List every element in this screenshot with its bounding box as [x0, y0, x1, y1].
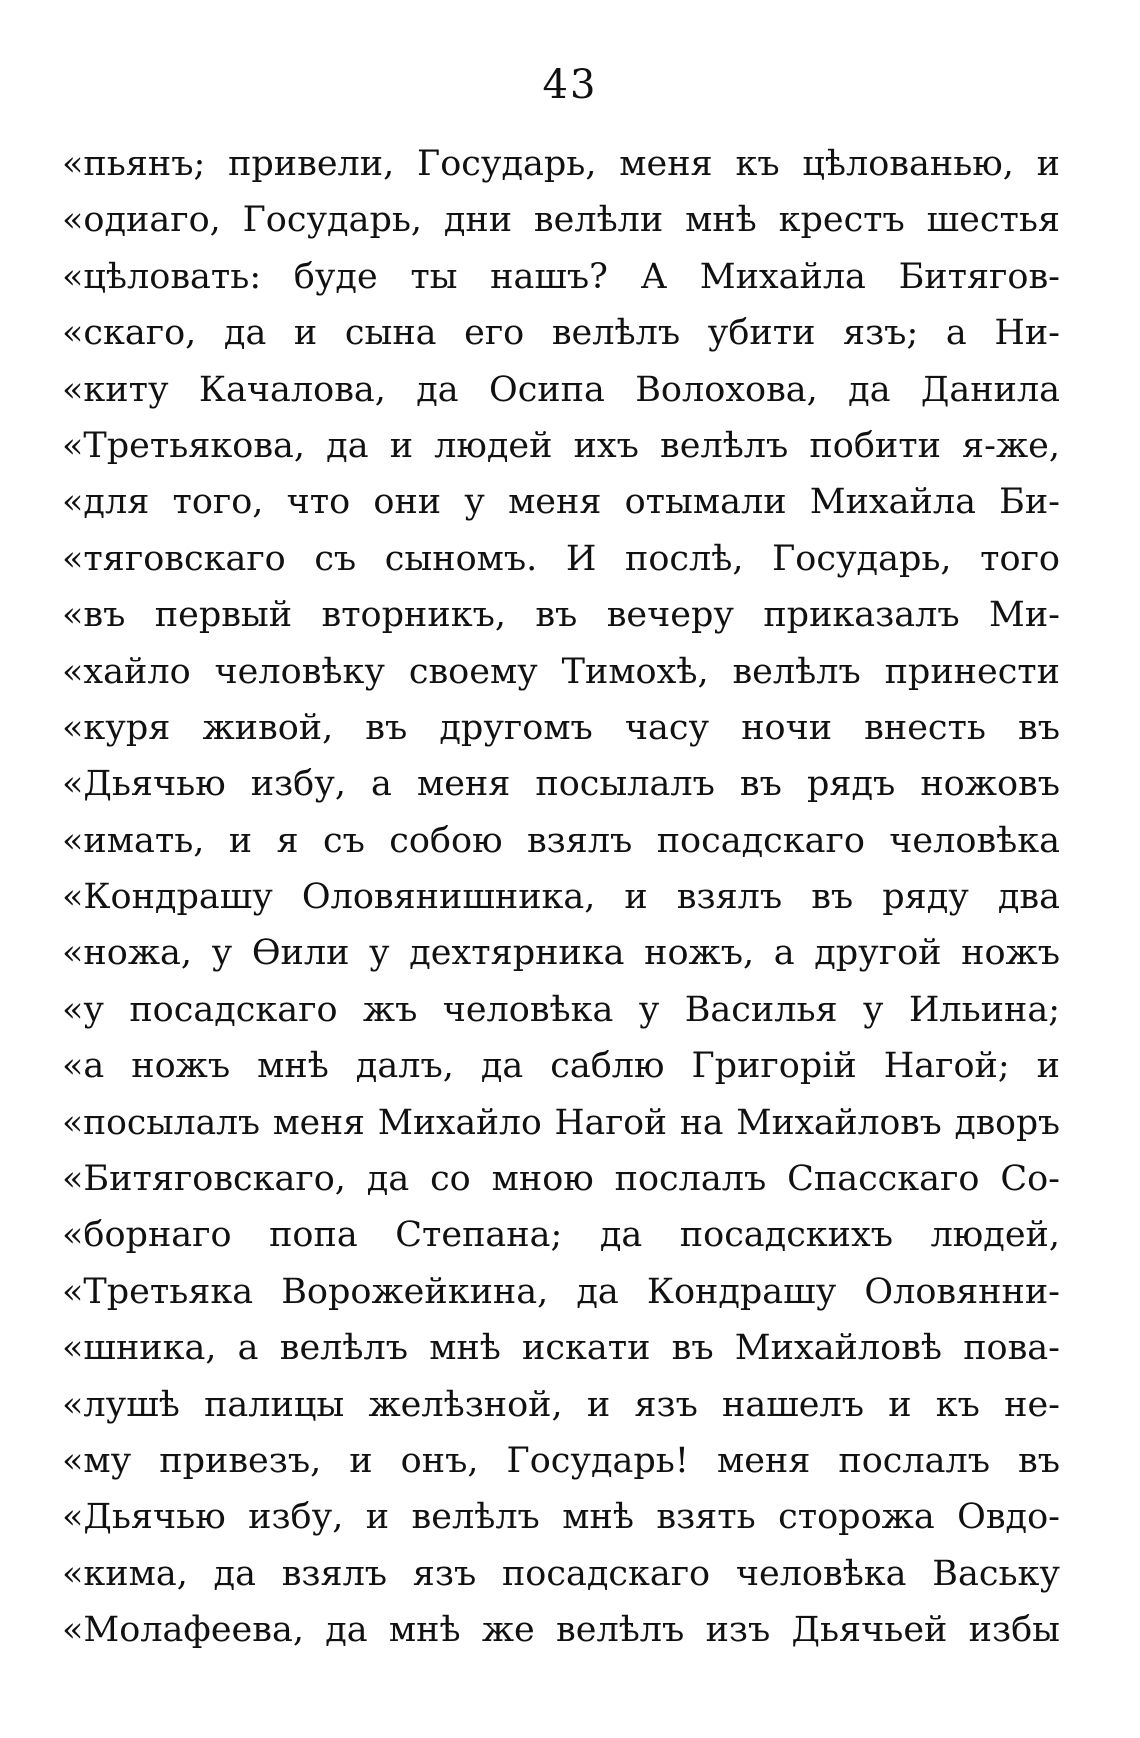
text-line: «пьянъ; привели, Государь, меня къ цѣлованью, и — [62, 144, 1060, 184]
text-line: «тяговскаго съ сыномъ. И послѣ, Государь, того — [62, 538, 1060, 579]
body-text — [62, 136, 1060, 1659]
text-line: «лушѣ палицы желѣзной, и язъ нашелъ и къ не- — [62, 1384, 1060, 1425]
text-line: «му привезъ, и онъ, Государь! меня послалъ въ — [62, 1440, 1060, 1481]
text-line: «ножа, у Ѳили у дехтярника ножъ, а другой ножъ — [62, 933, 1060, 974]
text-line: «хайло человѣку своему Тимохѣ, велѣлъ принести — [62, 651, 1060, 692]
text-line: «Молафеева, да мнѣ же велѣлъ изъ Дьячьей избы — [62, 1610, 1060, 1651]
text-line: «Кондрашу Оловянишника, и взялъ въ ряду два — [62, 877, 1060, 918]
text-line: «въ первый вторникъ, въ вечеру приказалъ Ми- — [62, 595, 1060, 636]
text-line: «Третьяка Ворожейкина, да Кондрашу Оловянни- — [62, 1271, 1060, 1312]
text-line: «кима, да взялъ язъ посадскаго человѣка Ваську — [62, 1553, 1060, 1594]
text-line: «шника, а велѣлъ мнѣ искати въ Михайловѣ пова- — [62, 1328, 1060, 1369]
text-line: «Дьячью избу, а меня посылалъ въ рядъ ножовъ — [62, 764, 1060, 805]
text-line: «Битяговскаго, да со мною послалъ Спасскаго Со- — [62, 1159, 1060, 1200]
text-line: «для того, что они у меня отымали Михайла Би- — [62, 482, 1060, 523]
text-line: «имать, и я съ собою взялъ посадскаго человѣка — [62, 820, 1060, 861]
text-line: «у посадскаго жъ человѣка у Василья у Ильина; — [62, 989, 1060, 1030]
text-line: «скаго, да и сына его велѣлъ убити язъ; а Ни- — [62, 313, 1060, 354]
text-line: «Дьячью избу, и велѣлъ мнѣ взять сторожа Овдо- — [62, 1497, 1060, 1538]
text-line: «киту Качалова, да Осипа Волохова, да Данила — [62, 369, 1060, 410]
page-number: 43 — [542, 62, 598, 108]
text-line: «одиаго, Государь, дни велѣли мнѣ крестъ шестья — [62, 200, 1060, 241]
text-line: «куря живой, въ другомъ часу ночи внесть въ — [62, 707, 1060, 748]
text-line: «цѣловать: буде ты нашъ? А Михайла Битягов- — [62, 256, 1060, 297]
text-line: «Третьякова, да и людей ихъ велѣлъ побити я-же, — [62, 425, 1060, 466]
text-line: «посылалъ меня Михайло Нагой на Михайловъ дворъ — [62, 1102, 1060, 1143]
text-line: «а ножъ мнѣ далъ, да саблю Григорій Нагой; и — [62, 1046, 1060, 1087]
text-line: «борнаго попа Степана; да посадскихъ людей, — [62, 1215, 1060, 1256]
